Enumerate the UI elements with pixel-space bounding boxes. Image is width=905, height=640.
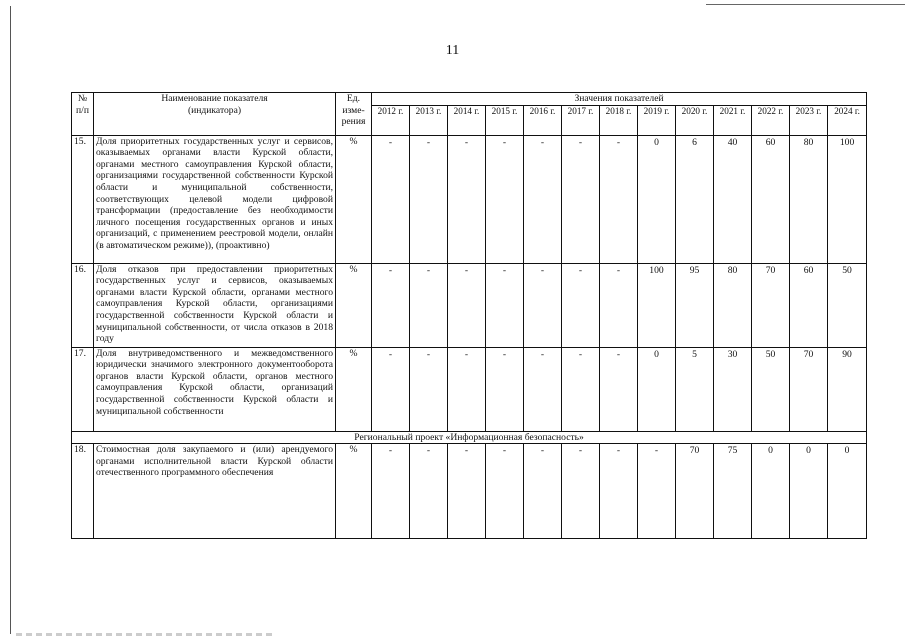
header-year-cell: 2020 г. <box>676 105 714 135</box>
top-margin-rule <box>706 4 905 5</box>
value-cell: 0 <box>638 347 676 431</box>
indicator-name: Стоимостная доля закупаемого и (или) арендуемого органами исполнительной власти Курской области отечественного программного обеспечения <box>94 444 336 539</box>
header-year-cell: 2023 г. <box>790 105 828 135</box>
value-cell: - <box>638 444 676 539</box>
value-cell: - <box>448 347 486 431</box>
value-cell: - <box>486 263 524 347</box>
header-year-cell: 2021 г. <box>714 105 752 135</box>
value-cell: - <box>372 347 410 431</box>
value-cell: - <box>562 444 600 539</box>
section-row <box>72 431 867 444</box>
value-cell: - <box>524 347 562 431</box>
value-cell: - <box>600 263 638 347</box>
value-cell: - <box>600 135 638 263</box>
indicators-table <box>71 92 867 539</box>
page-number: 11 <box>445 43 460 58</box>
value-cell: - <box>524 135 562 263</box>
value-cell: - <box>486 347 524 431</box>
value-cell: 0 <box>752 444 790 539</box>
header-year-cell: 2014 г. <box>448 105 486 135</box>
header-unit-cell <box>336 93 372 136</box>
header-year-cell: 2012 г. <box>372 105 410 135</box>
value-cell: - <box>372 135 410 263</box>
header-year-cell: 2013 г. <box>410 105 448 135</box>
indicator-name: Доля внутриведомственного и межведомственного юридически значимого электронного документооборота органов власти Курской области, органов местного самоуправления Курской области, организаций государственной собственности Курской области и муниципальной собственности <box>94 347 336 431</box>
value-cell: - <box>448 135 486 263</box>
value-cell: 0 <box>638 135 676 263</box>
header-year-cell: 2018 г. <box>600 105 638 135</box>
header-name-cell <box>94 93 336 136</box>
value-cell: - <box>410 347 448 431</box>
value-cell: - <box>524 263 562 347</box>
value-cell: - <box>600 444 638 539</box>
value-cell: - <box>562 135 600 263</box>
table-row-15 <box>72 135 867 263</box>
header-num-line2: п/п <box>76 104 89 116</box>
header-year-cell: 2024 г. <box>828 105 867 135</box>
unit-cell: % <box>336 263 372 347</box>
row-number: 16. <box>72 263 94 347</box>
value-cell: - <box>562 263 600 347</box>
value-cell: 70 <box>752 263 790 347</box>
header-num-cell <box>72 93 94 136</box>
row-number: 18. <box>72 444 94 539</box>
value-cell: 0 <box>790 444 828 539</box>
header-name-line1: Наименование показателя <box>161 93 268 104</box>
value-cell: - <box>410 263 448 347</box>
value-cell: 50 <box>752 347 790 431</box>
table-row-18 <box>72 444 867 539</box>
indicator-name: Доля отказов при предоставлении приоритетных государственных услуг и сервисов, оказываемых органами власти Курской области, органами местного самоуправления Курской области, организациями государственной собственности Курской области и муниципальной собственности, от числа отказов в 2018 году <box>94 263 336 347</box>
bottom-faint-text <box>16 633 276 636</box>
header-year-cell: 2022 г. <box>752 105 790 135</box>
value-cell: - <box>524 444 562 539</box>
table-row-17 <box>72 347 867 431</box>
value-cell: - <box>410 444 448 539</box>
table-row-16 <box>72 263 867 347</box>
header-values-title: Значения показателей <box>372 93 867 106</box>
value-cell: - <box>600 347 638 431</box>
value-cell: - <box>562 347 600 431</box>
value-cell: - <box>372 263 410 347</box>
value-cell: - <box>410 135 448 263</box>
section-title: Региональный проект «Информационная безопасность» <box>72 431 867 444</box>
value-cell: 100 <box>638 263 676 347</box>
value-cell: 60 <box>790 263 828 347</box>
header-year-cell: 2015 г. <box>486 105 524 135</box>
value-cell: - <box>448 263 486 347</box>
left-margin-rule <box>10 6 11 634</box>
value-cell: - <box>486 135 524 263</box>
value-cell: 50 <box>828 263 867 347</box>
value-cell: - <box>448 444 486 539</box>
value-cell: 95 <box>676 263 714 347</box>
header-year-cell: 2016 г. <box>524 105 562 135</box>
value-cell: 70 <box>676 444 714 539</box>
header-unit-line2: изме- <box>342 104 365 116</box>
header-unit-line1: Ед. <box>346 93 361 104</box>
header-year-cell: 2019 г. <box>638 105 676 135</box>
value-cell: - <box>486 444 524 539</box>
header-unit-line3: рения <box>341 116 366 128</box>
unit-cell: % <box>336 135 372 263</box>
value-cell: 70 <box>790 347 828 431</box>
indicator-name: Доля приоритетных государственных услуг и сервисов, оказываемых органами власти Курской области, органами местного самоуправления Курской области, организациями государственной собственности Курской области и муниципальной собственности, соответствующих целевой модели цифровой трансформации (предоставление без необходимости личного посещения государственных органов и иных организаций, с применением реестровой модели, онлайн (в автоматическом режиме)), (проактивно) <box>94 135 336 263</box>
header-name-line2: (индикатора) <box>187 104 242 116</box>
value-cell: 40 <box>714 135 752 263</box>
value-cell: 90 <box>828 347 867 431</box>
value-cell: - <box>372 444 410 539</box>
header-year-cell: 2017 г. <box>562 105 600 135</box>
unit-cell: % <box>336 347 372 431</box>
value-cell: 75 <box>714 444 752 539</box>
value-cell: 6 <box>676 135 714 263</box>
value-cell: 80 <box>790 135 828 263</box>
value-cell: 100 <box>828 135 867 263</box>
row-number: 15. <box>72 135 94 263</box>
value-cell: 0 <box>828 444 867 539</box>
value-cell: 80 <box>714 263 752 347</box>
row-number: 17. <box>72 347 94 431</box>
value-cell: 5 <box>676 347 714 431</box>
header-num-line1: № <box>77 93 88 104</box>
unit-cell: % <box>336 444 372 539</box>
value-cell: 60 <box>752 135 790 263</box>
value-cell: 30 <box>714 347 752 431</box>
